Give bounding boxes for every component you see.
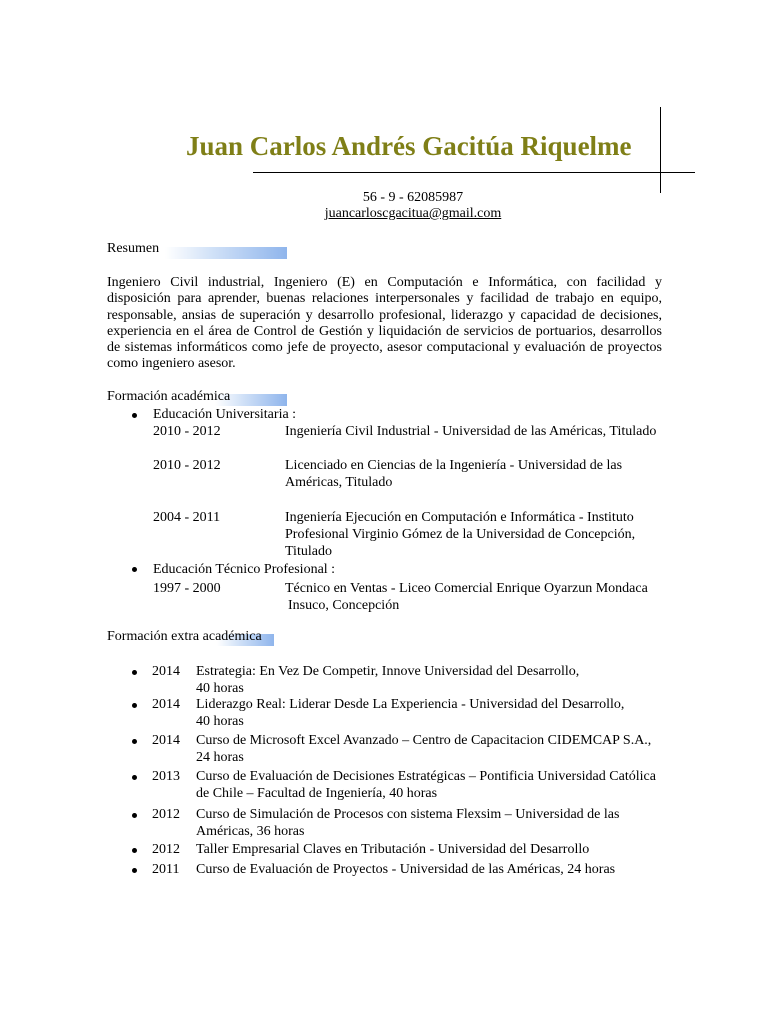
- course-title-cont: 24 horas: [196, 750, 244, 765]
- education-years: 2004 - 2011: [153, 510, 221, 525]
- bullet-icon: [132, 775, 137, 780]
- education-title: Ingeniería Ejecución en Computación e Informática - Instituto: [285, 510, 634, 525]
- bullet-icon: [132, 868, 137, 873]
- course-title: Curso de Evaluación de Proyectos - Universidad de las Américas, 24 horas: [196, 862, 616, 877]
- course-title-cont: 40 horas: [196, 714, 244, 729]
- course-year: 2012: [152, 807, 180, 822]
- bullet-icon: [132, 848, 137, 853]
- bullet-icon: [132, 413, 137, 418]
- crop-mark-vertical: [660, 107, 661, 193]
- bullet-icon: [132, 813, 137, 818]
- education-years: 1997 - 2000: [153, 581, 221, 596]
- course-title-cont: de Chile – Facultad de Ingeniería, 40 horas: [196, 786, 438, 801]
- bullet-icon: [132, 567, 137, 572]
- course-year: 2011: [152, 862, 180, 877]
- course-year: 2014: [152, 697, 180, 712]
- education-title: Técnico en Ventas - Liceo Comercial Enrique Oyarzun Mondaca: [285, 581, 648, 596]
- education-years: 2010 - 2012: [153, 458, 221, 473]
- candidate-name: Juan Carlos Andrés Gacitúa Riquelme: [186, 131, 632, 161]
- course-year: 2013: [152, 769, 180, 784]
- education-title-cont: Américas, Titulado: [285, 475, 393, 490]
- education-category: Educación Universitaria :: [153, 407, 297, 422]
- course-title: Curso de Microsoft Excel Avanzado – Centro de Capacitacion CIDEMCAP S.A.,: [196, 733, 652, 748]
- education-years: 2010 - 2012: [153, 424, 221, 439]
- header-rule: [253, 172, 695, 173]
- education-category: Educación Técnico Profesional :: [153, 562, 336, 577]
- education-title-cont: Insuco, Concepción: [288, 598, 400, 613]
- phone-number: 56 - 9 - 62085987: [362, 190, 464, 205]
- education-title: Ingeniería Civil Industrial - Universidad de las Américas, Titulado: [285, 424, 657, 439]
- bullet-icon: [132, 739, 137, 744]
- course-title: Curso de Simulación de Procesos con sistema Flexsim – Universidad de las: [196, 807, 620, 822]
- education-title-cont: Titulado: [285, 544, 332, 559]
- email-link[interactable]: juancarloscgacitua@gmail.com: [324, 206, 502, 221]
- summary-paragraph: Ingeniero Civil industrial, Ingeniero (E) en Computación e Informática, con facilidad y disposición para aprender, buenas relaciones interpersonales y facilidad de trabajo en equipo, responsable, ansias de superación y desarrollo profesional, liderazgo y capacidad de decisiones, experiencia en el área de Control de Gestión y liquidación de servicios de portuarios, desarrollos de sistemas informáticos como jefe de proyecto, asesor computacional y evaluación de proyectos como ingeniero asesor.: [107, 275, 662, 372]
- bullet-icon: [132, 703, 137, 708]
- course-year: 2014: [152, 664, 180, 679]
- course-year: 2014: [152, 733, 180, 748]
- course-year: 2012: [152, 842, 180, 857]
- bullet-icon: [132, 670, 137, 675]
- section-accent-bar: [165, 247, 287, 259]
- course-title: Taller Empresarial Claves en Tributación - Universidad del Desarrollo: [196, 842, 590, 857]
- section-heading-extra: Formación extra académica: [107, 629, 262, 644]
- course-title-cont: Américas, 36 horas: [196, 824, 305, 839]
- course-title: Estrategia: En Vez De Competir, Innove Universidad del Desarrollo,: [196, 664, 580, 679]
- education-title-cont: Profesional Virginio Gómez de la Universidad de Concepción,: [285, 527, 636, 542]
- section-heading-resumen: Resumen: [107, 241, 160, 256]
- education-title: Licenciado en Ciencias de la Ingeniería - Universidad de las: [285, 458, 623, 473]
- course-title: Liderazgo Real: Liderar Desde La Experiencia - Universidad del Desarrollo,: [196, 697, 625, 712]
- course-title-cont: 40 horas: [196, 681, 244, 696]
- section-heading-formacion: Formación académica: [107, 389, 231, 404]
- course-title: Curso de Evaluación de Decisiones Estratégicas – Pontificia Universidad Católica: [196, 769, 656, 784]
